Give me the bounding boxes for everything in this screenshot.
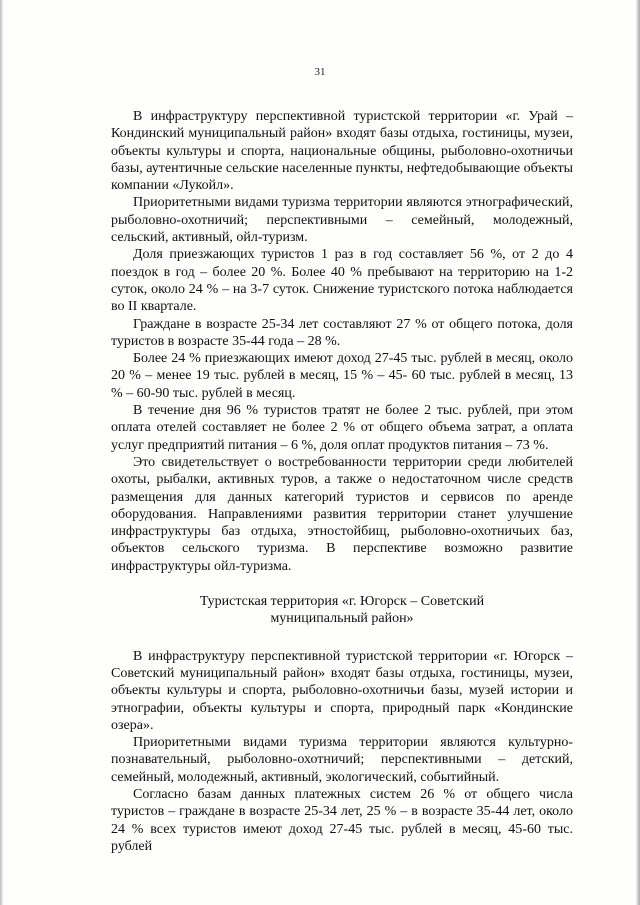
section-heading [111, 593, 573, 628]
scan-edge-right [636, 0, 640, 905]
paragraph: Граждане в возрасте 25-34 лет составляют 27 % от общего потока, доля туристов в возрасте 35-44 года – 28 %. [111, 316, 573, 349]
paragraph: В течение дня 96 % туристов тратят не более 2 тыс. рублей, при этом оплата отелей составляет не более 2 % от общего объема затрат, а оплата услуг предприятий питания – 6 %, доля оплат продуктов питания – 73 %. [111, 403, 573, 453]
document-body [111, 108, 573, 855]
paragraph: Приоритетными видами туризма территории являются этнографический, рыболовно-охотничий; перспективными – семейный, молодежный, сельский, активный, ойл-туризм. [111, 195, 573, 246]
paragraph: Более 24 % приезжающих имеют доход 27-45 тыс. рублей в месяц, около 20 % – менее 19 тыс. рублей в месяц, 15 % – 45- 60 тыс. рублей в месяц, 13 % – 60-90 тыс. рублей в месяц. [111, 351, 573, 401]
paragraph: В инфраструктуру перспективной туристской территории «г. Югорск – Советский муниципальный район» входят базы отдыха, гостиницы, музеи, объекты культуры и спорта, рыболовно-охотничьи базы, музей истории и этнографии, объекты культуры и спорта, природный парк «Кондинские озера». [111, 648, 573, 733]
paragraph: Доля приезжающих туристов 1 раз в год составляет 56 %, от 2 до 4 поездок в год – более 20 %. Более 40 % пребывают на территорию на 1-2 суток, около 24 % – на 3-7 суток. Снижение туристского потока наблюдается во II квартале. [111, 247, 573, 315]
paragraph: В инфраструктуру перспективной туристской территории «г. Урай – Кондинский муниципальный район» входят базы отдыха, гостиницы, музеи, объекты культуры и спорта, национальные общины, рыболовно-охотничьи базы, аутентичные сельские населенные пункты, нефтедобывающие объекты компании «Лукойл». [111, 109, 573, 194]
scan-edge-left [0, 0, 3, 905]
section-heading-line-1: Туристская территория «г. Югорск – Советский [199, 594, 485, 610]
page-number: 31 [314, 66, 326, 78]
section-heading-line-2: муниципальный район» [270, 611, 414, 627]
paragraph: Это свидетельствует о востребованности территории среди любителей охоты, рыбалки, активных туров, а также о недостаточном числе средств размещения для данных категорий туристов и сервисов по аренде оборудования. Направлениями развития территории станет улучшение инфраструктуры баз отдыха, этностойбищ, рыболовно-охотничьих баз, объектов сельского туризма. В перспективе возможно развитие инфраструктуры ойл-туризма. [111, 454, 573, 574]
paragraph: Согласно базам данных платежных систем 26 % от общего числа туристов – граждане в возрасте 25-34 лет, 25 % – в возрасте 35-44 лет, около 24 % всех туристов имеют доход 27-45 тыс. рублей в месяц, 45-60 тыс. рублей [111, 786, 573, 854]
paragraph: Приоритетными видами туризма территории являются культурно-познавательный, рыболовно-охотничий; перспективными – детский, семейный, молодежный, активный, экологический, событийный. [111, 735, 573, 785]
